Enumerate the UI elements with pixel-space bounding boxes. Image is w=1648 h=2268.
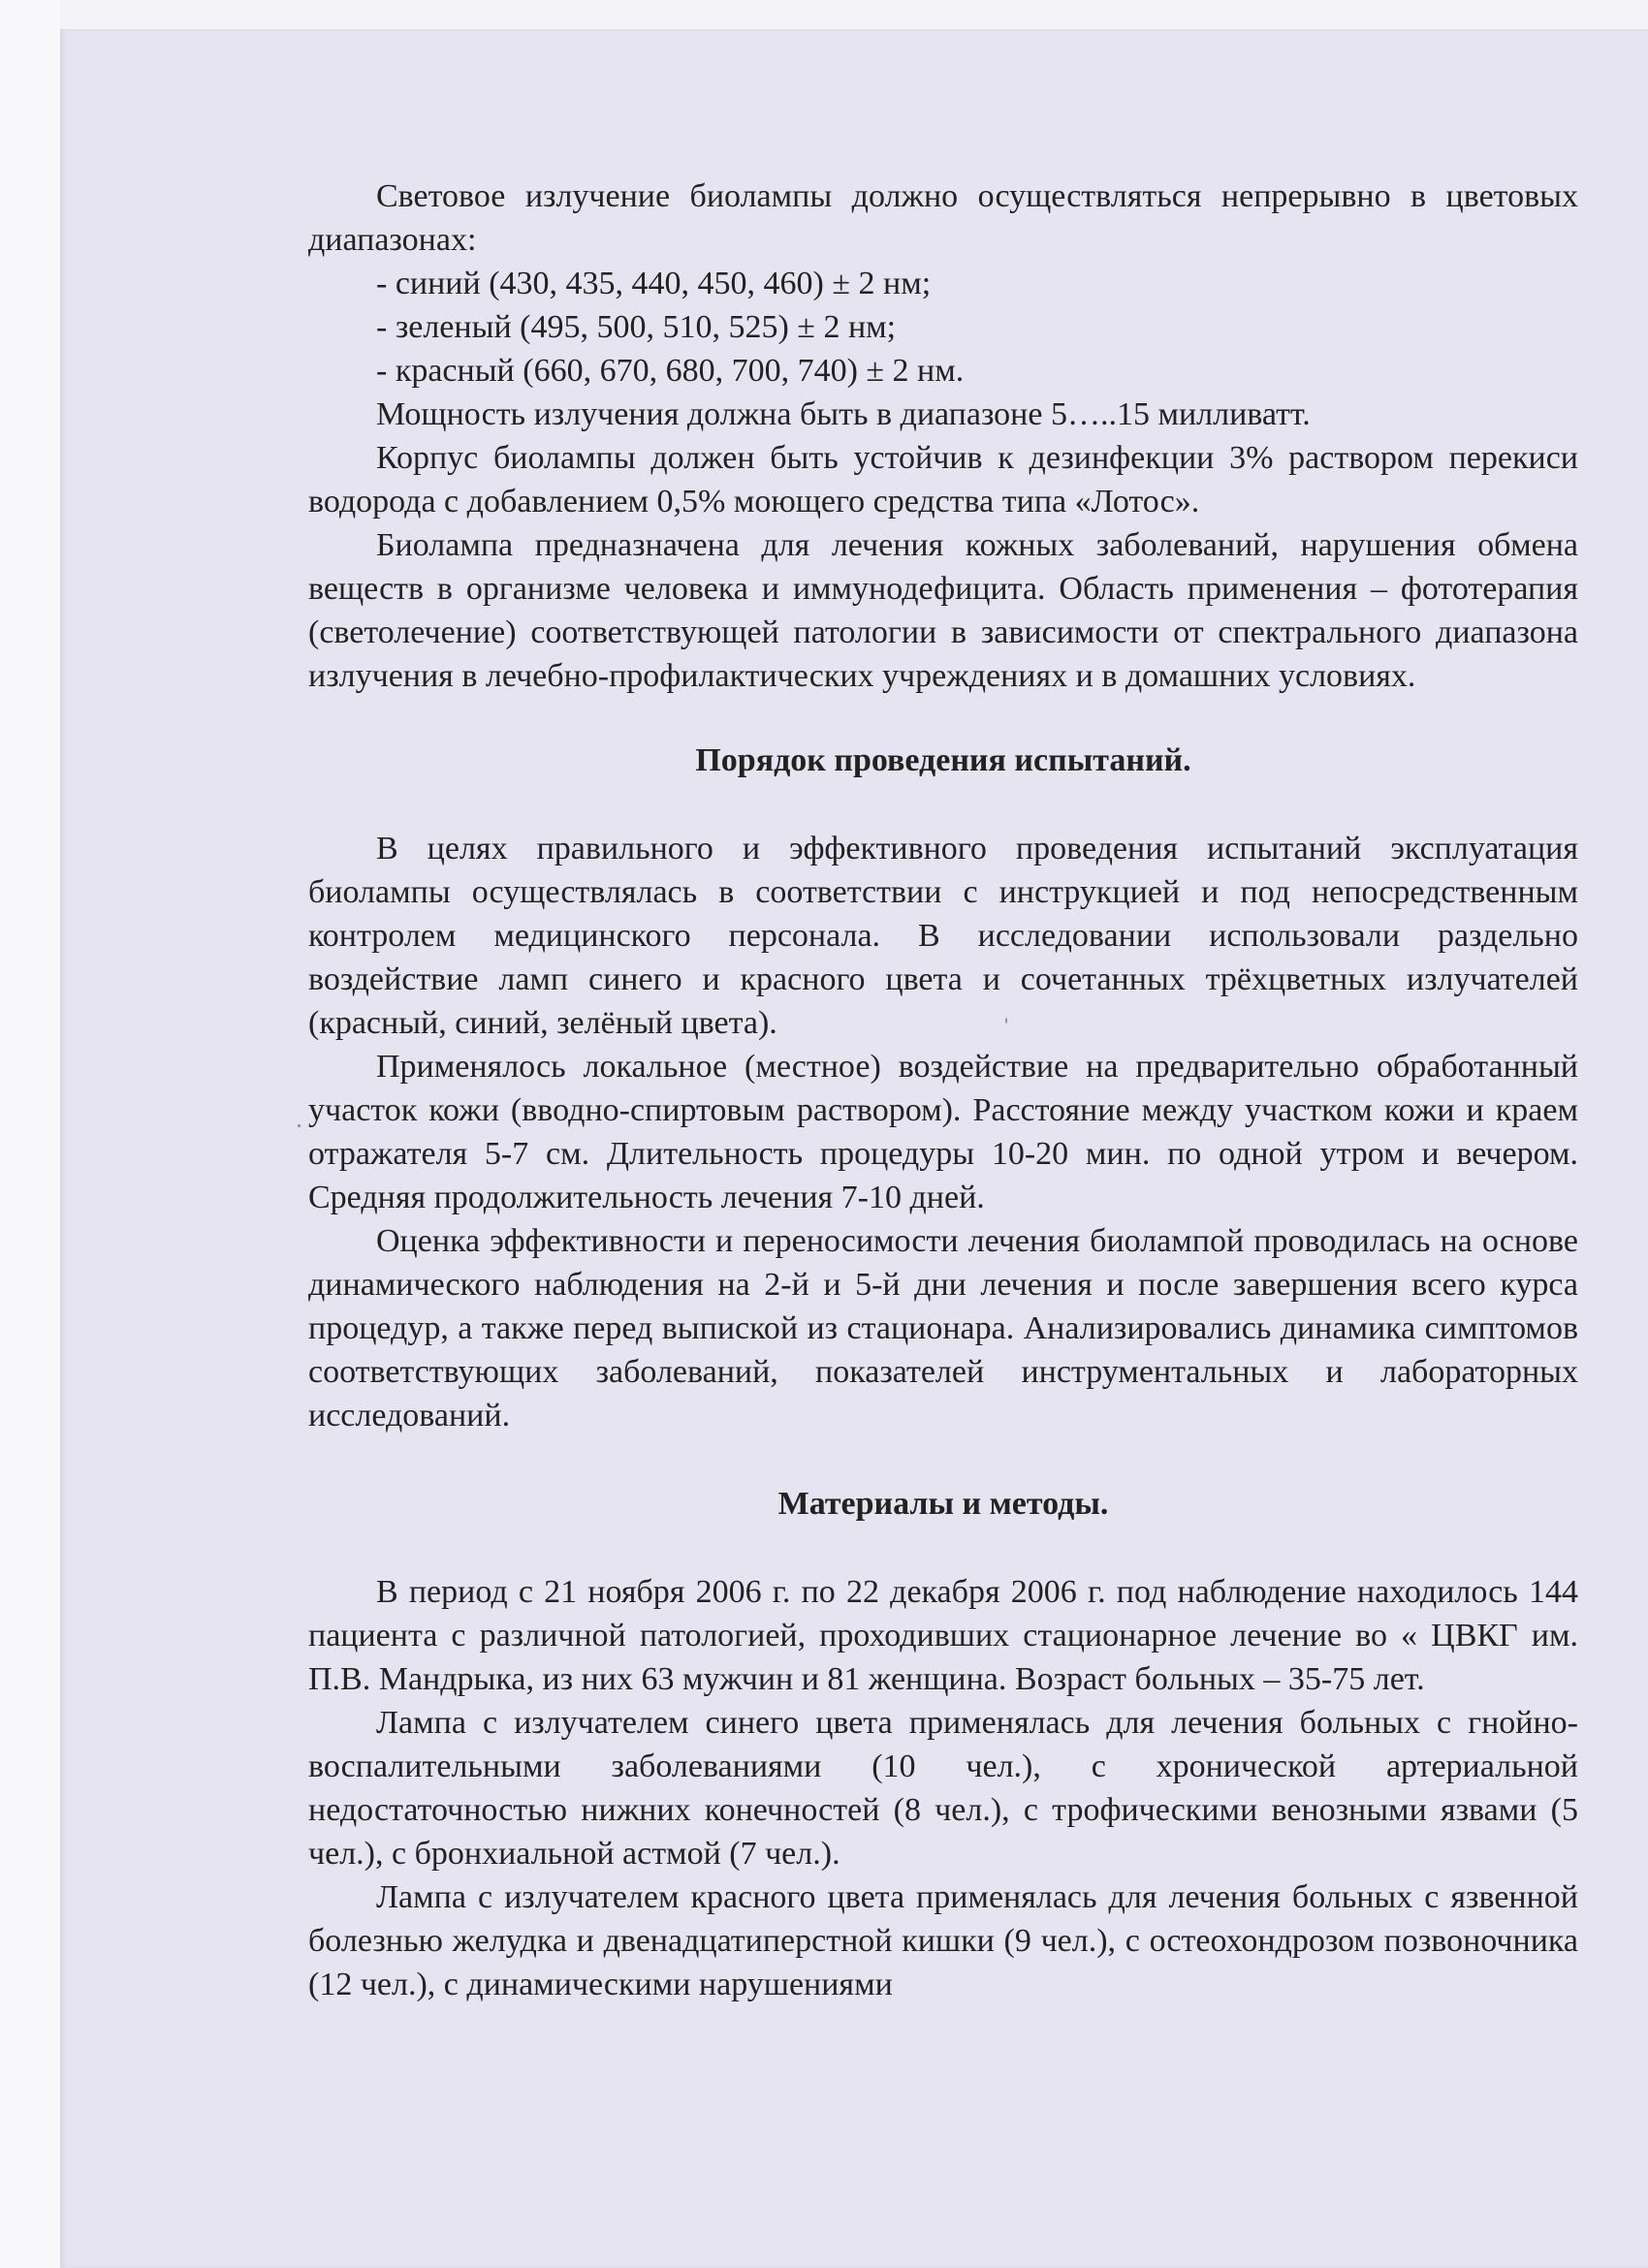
document-body <box>308 174 1578 2006</box>
paragraph-intro: Световое излучение биолампы должно осуществляться непрерывно в цветовых диапазонах: <box>308 178 1578 258</box>
section-heading-methods: Материалы и методы. <box>777 1486 1109 1522</box>
paragraph-power: Мощность излучения должна быть в диапазоне 5…..15 милливатт. <box>376 396 1311 432</box>
paragraph-purpose: Биолампа предназначена для лечения кожных заболеваний, нарушения обмена веществ в организме человека и иммунодефицита. Область применения – фототерапия (светолечение) соответствующей патологии в зависимости от спектрального диапазона излучения в лечебно-профилактических учреждениях и в домашних условиях. <box>308 527 1578 694</box>
paragraph-tests-3: Оценка эффективности и переносимости лечения биолампой проводилась на основе динамического наблюдения на 2-й и 5-й дни лечения и после завершения всего курса процедур, а также перед выпиской из стационара. Анализировались динамика симптомов соответствующих заболеваний, показателей инструментальных и лабораторных исследований. <box>308 1223 1578 1433</box>
paragraph-methods-1: В период с 21 ноября 2006 г. по 22 декабря 2006 г. под наблюдение находилось 144 пациента с различной патологией, проходивших стационарное лечение во « ЦВКГ им. П.В. Мандрыка, из них 63 мужчин и 81 женщина. Возраст больных – 35-75 лет. <box>308 1574 1578 1697</box>
paragraph-tests-1: В целях правильного и эффективного проведения испытаний эксплуатация биолампы осуществлялась в соответствии с инструкцией и под непосредственным контролем медицинского персонала. В исследовании использовали раздельно воздействие ламп синего и красного цвета и сочетанных трёхцветных излучателей (красный, синий, зелёный цвета). <box>308 831 1578 1041</box>
paragraph-disinfection: Корпус биолампы должен быть устойчив к дезинфекции 3% раствором перекиси водорода с добавлением 0,5% моющего средства типа «Лотос». <box>308 440 1578 520</box>
list-item-green: - зеленый (495, 500, 510, 525) ± 2 нм; <box>376 309 897 345</box>
list-item-blue: - синий (430, 435, 440, 450, 460) ± 2 нм; <box>376 266 932 301</box>
paragraph-methods-2: Лампа с излучателем синего цвета применялась для лечения больных с гнойно-воспалительными заболеваниями (10 чел.), с хронической артериальной недостаточностью нижних конечностей (8 чел.), с трофическими венозными язвами (5 чел.), с бронхиальной астмой (7 чел.). <box>308 1705 1578 1872</box>
section-heading-tests: Порядок проведения испытаний. <box>695 742 1191 778</box>
scan-margin <box>0 0 60 2268</box>
paragraph-tests-2: Применялось локальное (местное) воздействие на предварительно обработанный участок кожи (вводно-спиртовым раствором). Расстояние между участком кожи и краем отражателя 5-7 см. Длительность процедуры 10-20 мин. по одной утром и вечером. Средняя продолжительность лечения 7-10 дней. <box>308 1049 1578 1215</box>
list-item-red: - красный (660, 670, 680, 700, 740) ± 2 нм. <box>376 353 965 389</box>
scan-speck <box>298 1124 301 1127</box>
paragraph-methods-3: Лампа с излучателем красного цвета применялась для лечения больных с язвенной болезнью желудка и двенадцатиперстной кишки (9 чел.), с остеохондрозом позвоночника (12 чел.), с динамическими нарушениями <box>308 1879 1578 2002</box>
